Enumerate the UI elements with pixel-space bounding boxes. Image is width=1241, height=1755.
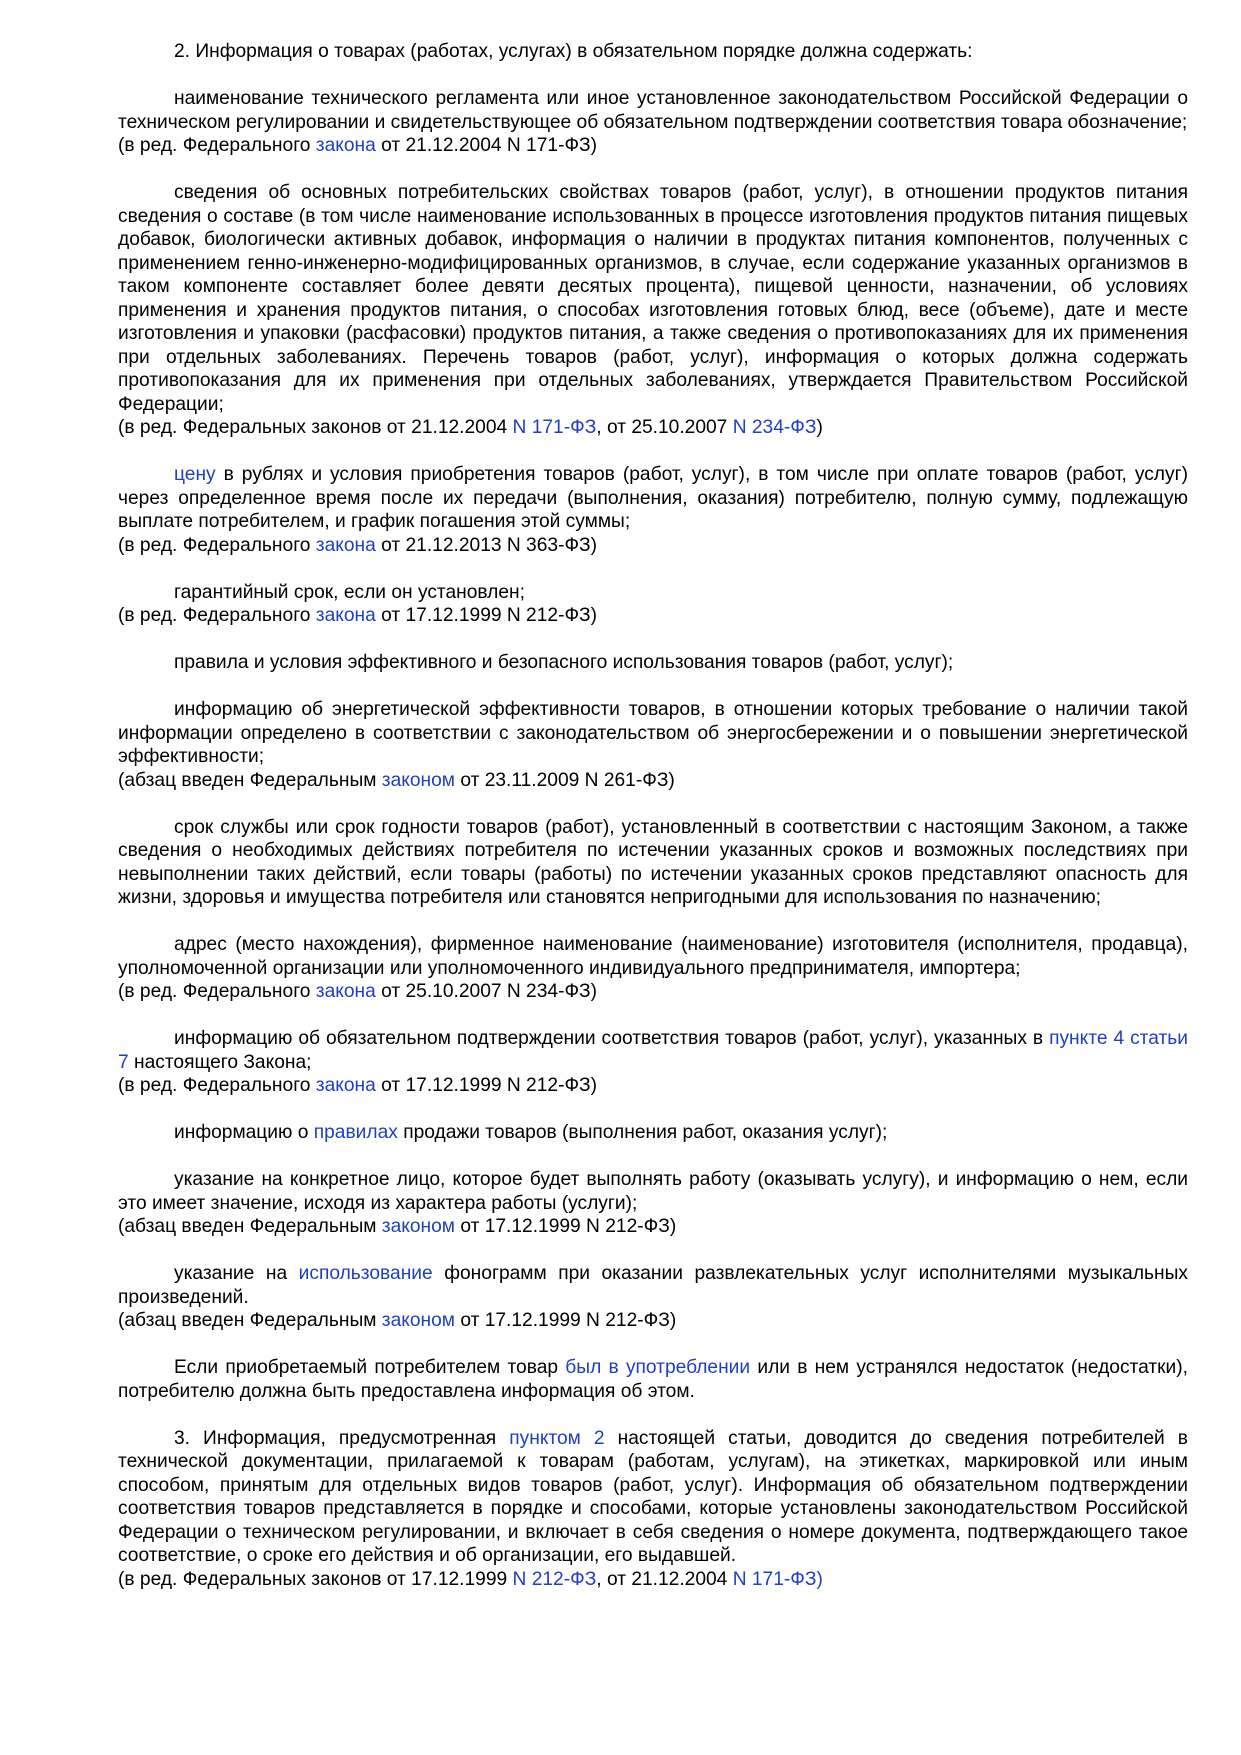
item-phonograms	[118, 1262, 1188, 1333]
amendment-note: (абзац введен Федеральным законом от 17.12.1999 N 212-ФЗ)	[118, 1310, 677, 1331]
law-link[interactable]: закона	[315, 135, 376, 156]
amendment-note: (абзац введен Федеральным законом от 23.11.2009 N 261-ФЗ)	[118, 769, 675, 791]
paragraph-text: указание на конкретное лицо, которое будет выполнять работу (оказывать услугу), и информацию о нем, если это имеет значение, исходя из характера работы (услуги);	[118, 1169, 1188, 1214]
paragraph-2-intro	[118, 40, 1188, 64]
paragraph-text: 2. Информация о товарах (работах, услугах) в обязательном порядке должна содержать:	[174, 41, 973, 62]
paragraph-text: информацию об энергетической эффективности товаров, в отношении которых требование о наличии такой информации определено в соответствии с законодательством об энергосбережении и о повышении энергетической эффективности;	[118, 699, 1188, 767]
paragraph-text: указание на использование фонограмм при оказании развлекательных услуг исполнителями музыкальных произведений.	[118, 1263, 1189, 1308]
law-link-171[interactable]: N 171-ФЗ	[512, 417, 597, 438]
usage-link[interactable]: использование	[298, 1263, 433, 1284]
amendment-note: (в ред. Федеральных законов от 17.12.1999 N 212-ФЗ, от 21.12.2004 N 171-ФЗ)	[118, 1568, 823, 1590]
law-link[interactable]: закона	[315, 1075, 376, 1096]
paragraph-text: адрес (место нахождения), фирменное наименование (наименование) изготовителя (исполнителя, продавца), уполномоченной организации или уполномоченного индивидуального предпринимателя, импортера;	[118, 934, 1188, 979]
amendment-note: (в ред. Федерального закона от 21.12.2004 N 171-ФЗ)	[118, 135, 598, 156]
amendment-note: (в ред. Федерального закона от 25.10.2007 N 234-ФЗ)	[118, 981, 598, 1002]
paragraph-text: правила и условия эффективного и безопасного использования товаров (работ, услуг);	[174, 652, 954, 673]
paragraph-text: Если приобретаемый потребителем товар был в употреблении или в нем устранялся недостаток (недостатки), потребителю должна быть предоставлена информация об этом.	[118, 1357, 1188, 1402]
paragraph-text: срок службы или срок годности товаров (работ), установленный в соответствии с настоящим Законом, а также сведения о необходимых действиях потребителя по истечении указанных сроков и возможных последствиях при невыполнении таких действий, если товары (работы) по истечении указанных сроков представляют опасность для жизни, здоровья и имущества потребителя или становятся непригодными для использования по назначению;	[118, 816, 1188, 908]
amendment-note: (в ред. Федерального закона от 17.12.1999 N 212-ФЗ)	[118, 1075, 598, 1096]
item-service-life	[118, 816, 1188, 910]
law-link[interactable]: закона	[315, 981, 376, 1002]
rules-link[interactable]: правилах	[313, 1122, 398, 1143]
amendment-note: (в ред. Федерального закона от 21.12.2013 N 363-ФЗ)	[118, 534, 598, 556]
item-used-goods	[118, 1356, 1188, 1403]
amendment-note: (в ред. Федеральных законов от 21.12.2004 N 171-ФЗ, от 25.10.2007 N 234-ФЗ)	[118, 417, 823, 438]
article-7-link[interactable]: пункте 4 статьи 7	[118, 1028, 1189, 1073]
law-link-171[interactable]: N 171-ФЗ)	[732, 1568, 823, 1590]
document-page	[118, 40, 1188, 1615]
paragraph-text: информацию о правилах продажи товаров (выполнения работ, оказания услуг);	[174, 1122, 888, 1143]
item-address	[118, 933, 1188, 1004]
item-specific-person	[118, 1168, 1188, 1239]
amendment-note: (в ред. Федерального закона от 17.12.1999 N 212-ФЗ)	[118, 605, 598, 626]
law-link[interactable]: законом	[381, 769, 455, 791]
item-price	[118, 463, 1188, 557]
item-technical-regulation	[118, 87, 1188, 158]
item-conformity	[118, 1027, 1188, 1098]
paragraph-text: цену в рублях и условия приобретения товаров (работ, услуг), в том числе при оплате товаров (работ, услуг) через определенное время после их передачи (выполнения, оказания) потребителю, полную сумму, подлежащую выплате потребителем, и график погашения этой суммы;	[118, 464, 1188, 532]
paragraph-text: наименование технического регламента или иное установленное законодательством Российской Федерации о техническом регулировании и свидетельствующее об обязательном подтверждении соответствия товара обозначение;	[118, 88, 1188, 133]
paragraph-text: 3. Информация, предусмотренная пунктом 2 настоящей статьи, доводится до сведения потребителей в технической документации, прилагаемой к товарам (работам, услугам), на этикетках, маркировкой или иным способом, принятым для отдельных видов товаров (работ, услуг). Информация об обязательном подтверждении соответствия товаров представляется в порядке и способами, которые установлены законодательством Российской Федерации о техническом регулировании, и включает в себя сведения о номере документа, подтверждающего такое соответствие, о сроке его действия и об организации, его выдавшей.	[118, 1427, 1188, 1566]
paragraph-text: гарантийный срок, если он установлен;	[174, 581, 525, 603]
law-link[interactable]: законом	[381, 1310, 455, 1331]
item-warranty	[118, 581, 1188, 628]
amendment-note: (абзац введен Федеральным законом от 17.12.1999 N 212-ФЗ)	[118, 1216, 677, 1237]
used-goods-link[interactable]: был в употреблении	[565, 1357, 751, 1378]
point-2-link[interactable]: пунктом 2	[509, 1427, 605, 1449]
paragraph-text: сведения об основных потребительских свойствах товаров (работ, услуг), в отношении продуктов питания сведения о составе (в том числе наименование использованных в процессе изготовления продуктов питания пищевых добавок, биологически активных добавок, информация о наличии в продуктах питания компонентов, полученных с применением генно-инженерно-модифицированных организмов, в случае, если содержание указанных организмов в таком компоненте составляет более девяти десятых процента), пищевой ценности, назначении, об условиях применения и хранения продуктов питания, о способах изготовления готовых блюд, весе (объеме), дате и месте изготовления и упаковки (расфасовки) продуктов питания, а также сведения о противопоказаниях для их применения при отдельных заболеваниях. Перечень товаров (работ, услуг), информация о которых должна содержать противопоказания для их применения при отдельных заболеваниях, утверждается Правительством Российской Федерации;	[118, 182, 1188, 415]
law-link-234[interactable]: N 234-ФЗ	[732, 417, 817, 438]
item-energy-efficiency	[118, 698, 1188, 792]
law-link[interactable]: закона	[315, 534, 376, 556]
law-link-212[interactable]: N 212-ФЗ	[512, 1568, 597, 1590]
item-usage-rules	[118, 651, 1188, 675]
paragraph-text: информацию об обязательном подтверждении соответствия товаров (работ, услуг), указанных в пункте 4 статьи 7 настоящего Закона;	[118, 1028, 1189, 1073]
law-link[interactable]: закона	[315, 605, 376, 626]
price-link[interactable]: цену	[174, 464, 216, 485]
item-sale-rules	[118, 1121, 1188, 1145]
paragraph-3	[118, 1427, 1188, 1592]
law-link[interactable]: законом	[381, 1216, 455, 1237]
item-consumer-properties	[118, 181, 1188, 440]
